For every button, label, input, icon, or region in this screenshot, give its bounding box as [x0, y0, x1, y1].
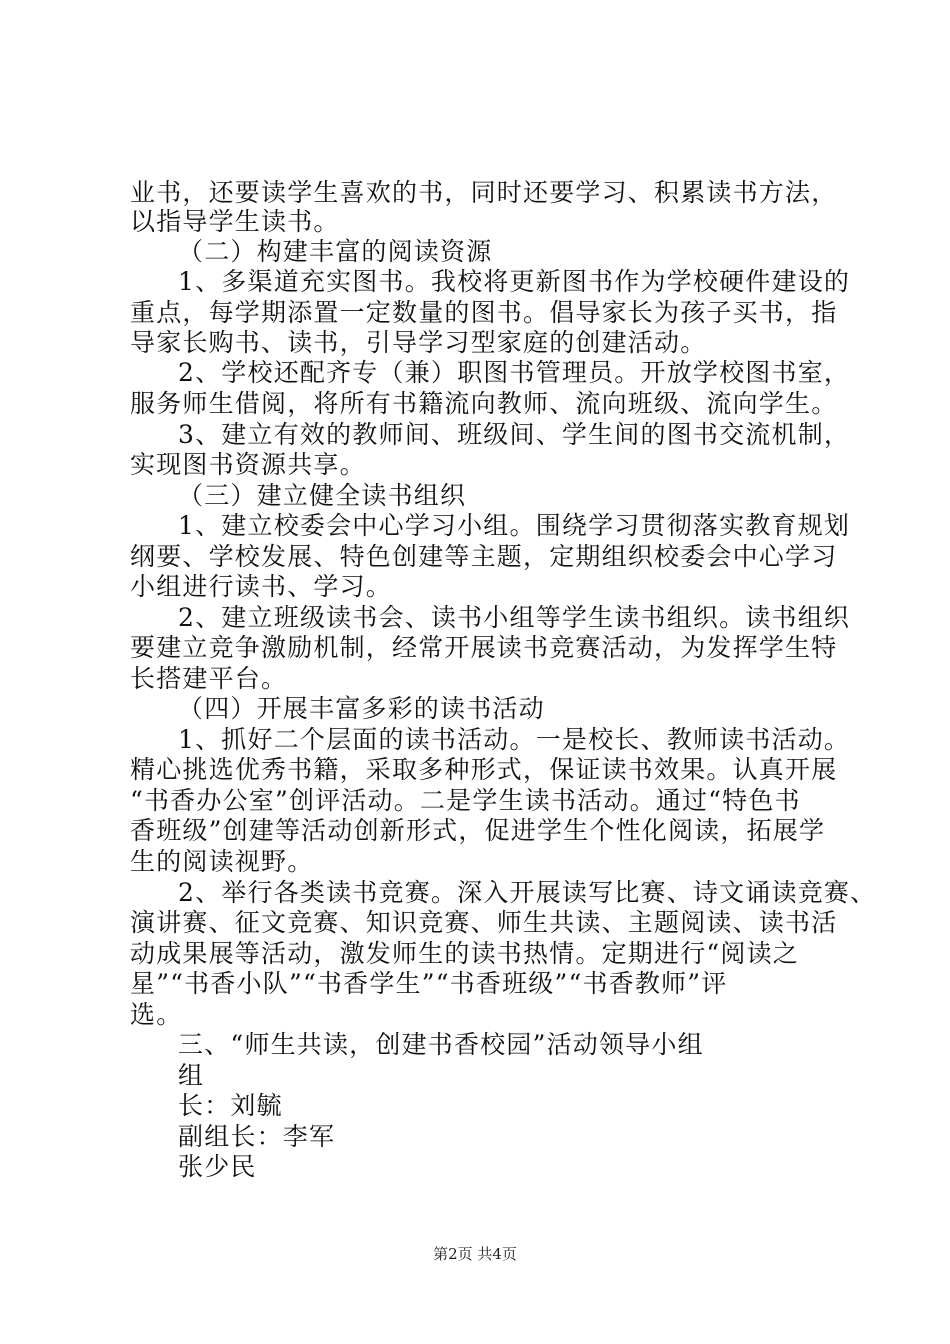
text-line: 演讲赛、征文竞赛、知识竞赛、师生共读、主题阅读、读书活	[130, 908, 838, 937]
section-heading: （三）建立健全读书组织	[178, 481, 467, 510]
section-heading: 三、“师生共读，创建书香校园”活动领导小组	[178, 1030, 704, 1059]
text-line: 星”“书香小队”“书香学生”“书香班级”“书香教师”评	[130, 969, 728, 998]
text-line: 组	[178, 1061, 205, 1090]
text-line: 服务师生借阅，将所有书籍流向教师、流向班级、流向学生。	[130, 389, 838, 418]
text-line: 长：刘毓	[178, 1091, 283, 1120]
section-heading: （二）构建丰富的阅读资源	[178, 237, 493, 266]
text-line: 2、学校还配齐专（兼）职图书管理员。开放学校图书室，	[178, 358, 851, 387]
text-line: 动成果展等活动，激发师生的读书热情。定期进行“阅读之	[130, 939, 799, 968]
text-line: 精心挑选优秀书籍，采取多种形式，保证读书效果。认真开展	[130, 755, 838, 784]
text-line: 要建立竞争激励机制，经常开展读书竞赛活动，为发挥学生特	[130, 633, 838, 662]
text-line: 实现图书资源共享。	[130, 450, 366, 479]
text-line: 生的阅读视野。	[130, 847, 314, 876]
text-line: 选。	[130, 1000, 183, 1029]
text-line: 1、抓好二个层面的读书活动。一是校长、教师读书活动。	[178, 725, 851, 754]
text-line: 1、建立校委会中心学习小组。围绕学习贯彻落实教育规划	[178, 511, 851, 540]
text-line: 3、建立有效的教师间、班级间、学生间的图书交流机制，	[178, 420, 851, 449]
text-line: 纲要、学校发展、特色创建等主题，定期组织校委会中心学习	[130, 542, 838, 571]
text-line: 副组长：李军	[178, 1122, 336, 1151]
text-line: 以指导学生读书。	[130, 207, 340, 236]
text-line: 导家长购书、读书，引导学习型家庭的创建活动。	[130, 328, 707, 357]
text-line: 2、举行各类读书竞赛。深入开展读写比赛、诗文诵读竞赛、	[178, 878, 877, 907]
text-line: 业书，还要读学生喜欢的书，同时还要学习、积累读书方法，	[130, 178, 838, 207]
page-footer: 第2页 共4页	[433, 1245, 517, 1263]
text-line: 重点，每学期添置一定数量的图书。倡导家长为孩子买书，指	[130, 298, 838, 327]
text-line: 香班级”创建等活动创新形式，促进学生个性化阅读，拓展学	[130, 816, 826, 845]
text-line: 2、建立班级读书会、读书小组等学生读书组织。读书组织	[178, 603, 851, 632]
section-heading: （四）开展丰富多彩的读书活动	[178, 694, 545, 723]
text-line: 小组进行读书、学习。	[130, 572, 393, 601]
text-line: “书香办公室”创评活动。二是学生读书活动。通过“特色书	[130, 786, 801, 815]
text-line: 长搭建平台。	[130, 664, 288, 693]
text-line: 张少民	[178, 1152, 257, 1181]
text-line: 1、多渠道充实图书。我校将更新图书作为学校硬件建设的	[178, 267, 851, 296]
